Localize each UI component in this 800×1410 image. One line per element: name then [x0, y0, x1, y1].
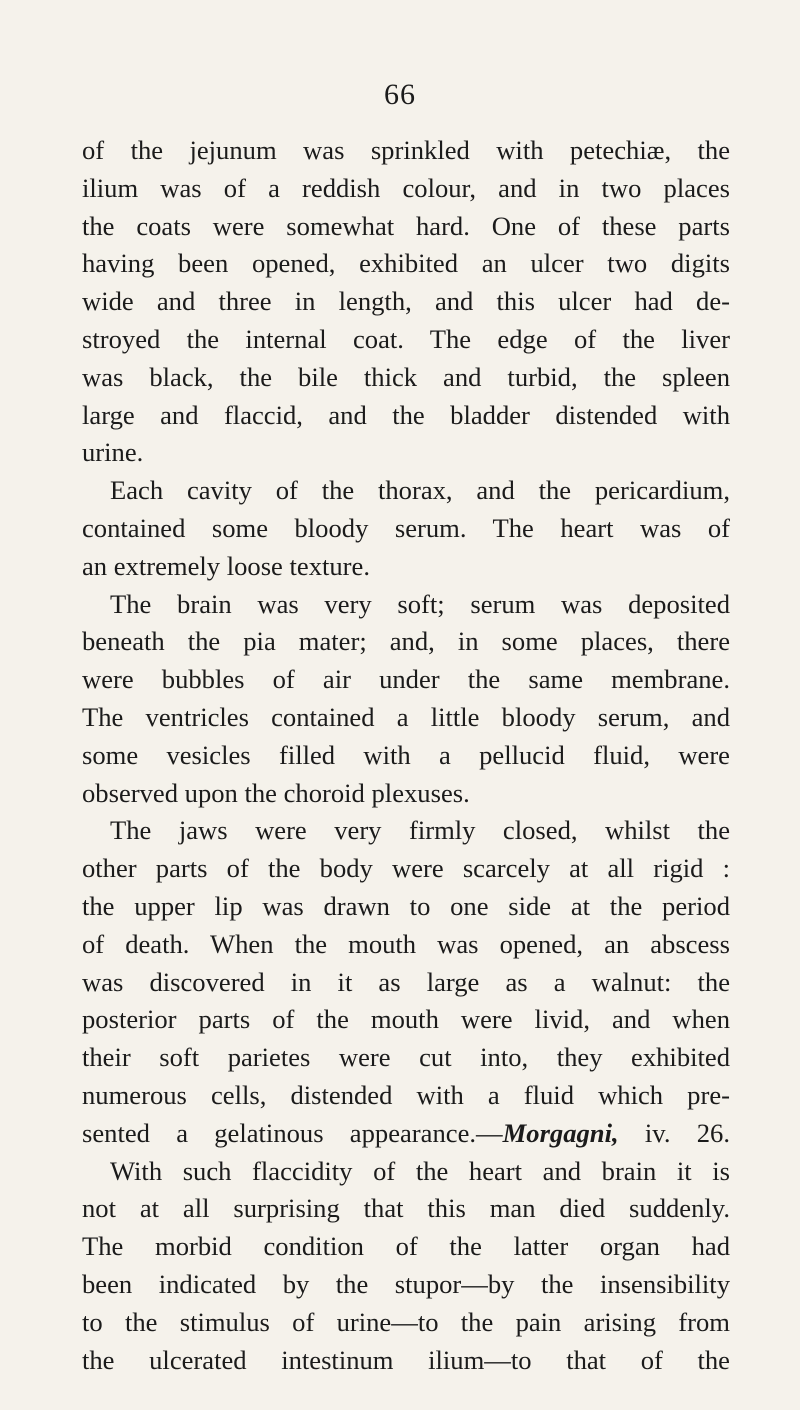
- body-text: [82, 132, 730, 1379]
- text-line: With such flaccidity of the heart and brain it is: [110, 1155, 730, 1186]
- page-number: 66: [384, 78, 416, 111]
- text-line: The jaws were very firmly closed, whilst the: [110, 815, 730, 846]
- text-line: of death. When the mouth was opened, an abscess: [82, 928, 730, 959]
- text-line: observed upon the choroid plexuses.: [82, 777, 470, 808]
- citation-reference: iv. 26.: [618, 1117, 730, 1148]
- text-line: the coats were somewhat hard. One of these parts: [82, 210, 730, 241]
- text-line: The morbid condition of the latter organ had: [82, 1231, 730, 1262]
- text-line: was black, the bile thick and turbid, the spleen: [82, 361, 730, 392]
- text-line: the upper lip was drawn to one side at the period: [82, 890, 730, 921]
- text-line: was discovered in it as large as a walnut: the: [82, 966, 730, 997]
- text-line: their soft parietes were cut into, they exhibited: [82, 1042, 730, 1073]
- citation-author: Morgagni,: [502, 1117, 619, 1148]
- text-line: The ventricles contained a little bloody serum, and: [82, 701, 730, 732]
- text-line: The brain was very soft; serum was deposited: [110, 588, 730, 619]
- text-line: having been opened, exhibited an ulcer two digits: [82, 248, 730, 279]
- text-line: not at all surprising that this man died suddenly.: [82, 1193, 730, 1224]
- text-line: contained some bloody serum. The heart was of: [82, 512, 730, 543]
- text-line: were bubbles of air under the same membrane.: [82, 664, 730, 695]
- text-line: of the jejunum was sprinkled with petechiæ, the: [82, 135, 730, 165]
- text-line: been indicated by the stupor—by the insensibility: [82, 1268, 730, 1299]
- line-text: sented a gelatinous appearance.—: [82, 1117, 503, 1148]
- text-line: numerous cells, distended with a fluid which pre-: [82, 1079, 730, 1110]
- text-line: to the stimulus of urine—to the pain arising from: [82, 1306, 730, 1337]
- text-line: [82, 1115, 730, 1153]
- text-line: ilium was of a reddish colour, and in two places: [82, 172, 730, 203]
- text-line: an extremely loose texture.: [82, 550, 370, 581]
- text-line: large and flaccid, and the bladder distended with: [82, 399, 730, 430]
- text-line: urine.: [82, 437, 144, 468]
- text-line: other parts of the body were scarcely at all rigid :: [82, 853, 730, 884]
- text-line: beneath the pia mater; and, in some places, there: [82, 626, 730, 657]
- text-line: posterior parts of the mouth were livid, and when: [82, 1004, 730, 1035]
- text-line: stroyed the internal coat. The edge of the liver: [82, 323, 730, 354]
- text-line: Each cavity of the thorax, and the pericardium,: [110, 475, 730, 506]
- text-line: wide and three in length, and this ulcer had de-: [82, 286, 730, 317]
- text-line: some vesicles filled with a pellucid fluid, were: [82, 739, 730, 770]
- text-line: the ulcerated intestinum ilium—to that of the: [82, 1344, 730, 1375]
